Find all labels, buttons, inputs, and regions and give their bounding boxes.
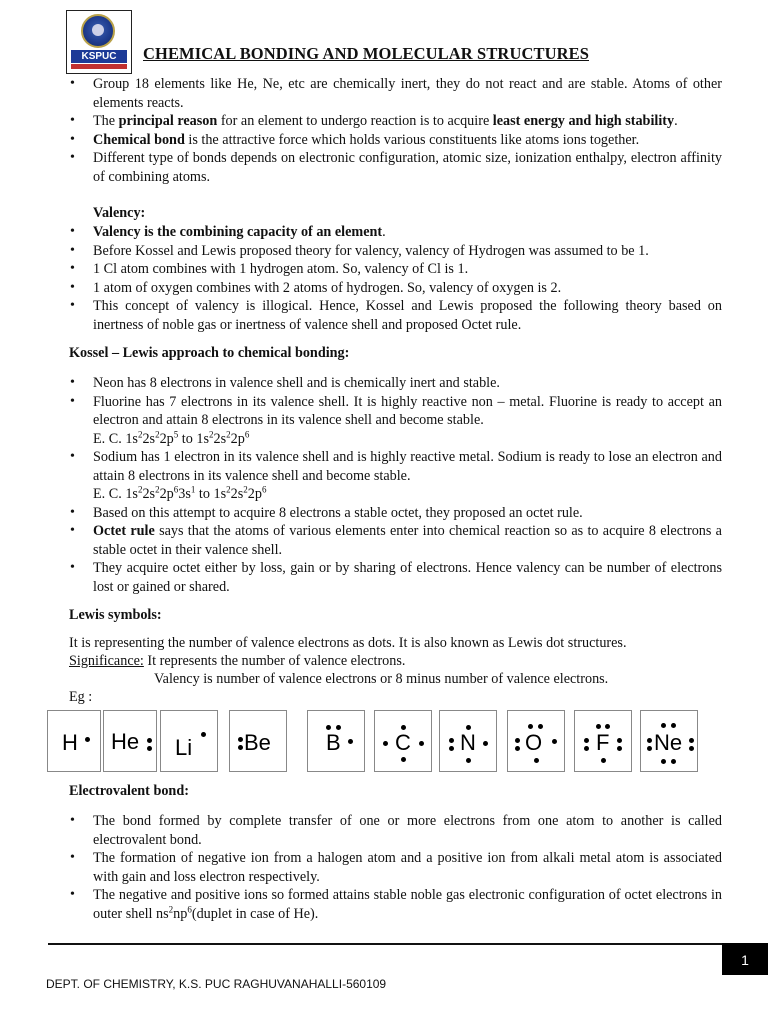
lewis-symbol-be: Be xyxy=(229,710,287,772)
list-item: • Different type of bonds depends on electronic configuration, atomic size, ionization enthalpy, electron affinity of combining atoms. xyxy=(69,149,722,186)
footer-text: DEPT. OF CHEMISTRY, K.S. PUC RAGHUVANAHALLI-560109 xyxy=(46,977,387,991)
sodium-configuration: E. C. $1s^22s^22p^63s^1$ to $1s^22s^22p^6$ xyxy=(93,484,267,502)
list-item: • They acquire octet either by loss, gain or by sharing of electrons. Hence valency can be number of electrons lost or gained or shared. xyxy=(69,559,722,596)
lewis-symbol-h: H xyxy=(47,710,101,772)
lewis-symbol-he: He xyxy=(103,710,157,772)
logo-ribbon xyxy=(71,64,127,69)
list-item: • The negative and positive ions so formed attains stable noble gas electronic configuration of octet electrons in outer shell $ns^2np^6(duplet$ in case of He). xyxy=(69,886,722,923)
lewis-symbol-o: O xyxy=(507,710,565,772)
list-item: • Group 18 elements like He, Ne, etc are chemically inert, they do not react and are stable. Atoms of other elements reacts. xyxy=(69,75,722,112)
list-item: • Chemical bond is the attractive force which holds various constituents like atoms ions together. xyxy=(69,131,722,150)
intro-list xyxy=(69,75,722,186)
list-item: • Sodium has 1 electron in its valence shell and is highly reactive metal. Sodium is ready to lose an electron and attain 8 electrons in its valence shell and become stable. xyxy=(69,448,722,485)
significance-line: Significance: It represents the number of valence electrons. xyxy=(69,653,406,669)
list-item: • Neon has 8 electrons in valence shell and is chemically inert and stable. xyxy=(69,374,722,393)
example-label: Eg : xyxy=(69,689,93,705)
electrovalent-list xyxy=(69,812,722,923)
valency-list xyxy=(69,223,722,334)
fluorine-configuration: E. C. $1s^22s^22p^5$ to $1s^22s^22p^6$ xyxy=(93,428,250,447)
list-item: • This concept of valency is illogical. Hence, Kossel and Lewis proposed the following theory based on inertness of noble gas or inertness of valence shell and proposed Octet rule. xyxy=(69,297,722,334)
college-logo xyxy=(66,10,132,74)
logo-text: KSPUC xyxy=(71,50,127,63)
list-item: • Before Kossel and Lewis proposed theory for valency, valency of Hydrogen was assumed to be 1. xyxy=(69,242,722,261)
lewis-symbol-b: B xyxy=(307,710,365,772)
list-item: • 1 atom of oxygen combines with 2 atoms of hydrogen. So, valency of oxygen is 2. xyxy=(69,279,722,298)
page-title: CHEMICAL BONDING AND MOLECULAR STRUCTURES xyxy=(143,44,589,63)
lewis-symbol-c: C xyxy=(374,710,432,772)
valency-note: Valency is number of valence electrons or 8 minus number of valence electrons. xyxy=(154,671,609,687)
page-number: 1 xyxy=(722,943,768,975)
electrovalent-heading: Electrovalent bond: xyxy=(69,783,189,799)
list-item: • 1 Cl atom combines with 1 hydrogen atom. So, valency of Cl is 1. xyxy=(69,260,722,279)
lewis-symbol-n: N xyxy=(439,710,497,772)
list-item: • Based on this attempt to acquire 8 electrons a stable octet, they proposed an octet rule. xyxy=(69,504,722,523)
lewis-heading: Lewis symbols: xyxy=(69,607,162,623)
lewis-symbol-li: Li xyxy=(160,710,218,772)
list-item: • Octet rule says that the atoms of various elements enter into chemical reaction so as to acquire 8 electrons a stable octet in their valence shell. xyxy=(69,522,722,559)
footer-rule xyxy=(48,943,722,945)
list-item: • The formation of negative ion from a halogen atom and a positive ion from alkali metal atom is associated with gain and loss electron respectively. xyxy=(69,849,722,886)
kossel-heading: Kossel – Lewis approach to chemical bonding: xyxy=(69,345,350,361)
list-item: • The bond formed by complete transfer of one or more electrons from one atom to another is called electrovalent bond. xyxy=(69,812,722,849)
emblem-icon xyxy=(81,14,115,48)
lewis-symbol-f: F xyxy=(574,710,632,772)
lewis-definition: It is representing the number of valence electrons as dots. It is also known as Lewis dot structures. xyxy=(69,635,627,651)
list-item: • The principal reason for an element to undergo reaction is to acquire least energy and high stability. xyxy=(69,112,722,131)
lewis-symbol-ne: Ne xyxy=(640,710,698,772)
list-item: • Fluorine has 7 electrons in its valence shell. It is highly reactive non – metal. Fluorine is ready to accept an electron and attain 8 electrons in its valence shell and become stable. xyxy=(69,393,722,430)
list-item: • Valency is the combining capacity of an element. xyxy=(69,223,722,242)
valency-heading: Valency: xyxy=(93,205,146,221)
kossel-list xyxy=(69,374,722,596)
